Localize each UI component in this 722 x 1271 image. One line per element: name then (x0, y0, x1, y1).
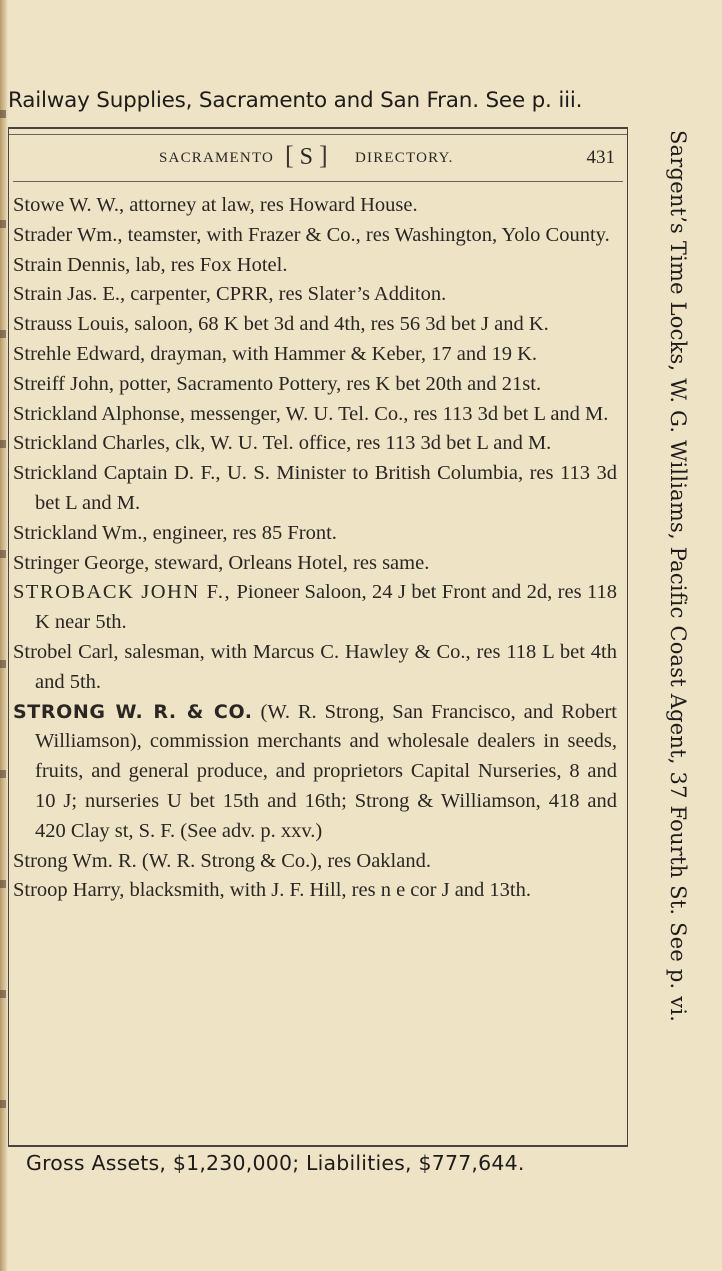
running-head-letter-group (285, 141, 328, 171)
binding-marks (0, 60, 6, 1140)
running-head-city: SACRAMENTO (159, 150, 275, 166)
entry-text: Stringer George, steward, Orleans Hotel, res same. (13, 551, 430, 574)
entry-text: Strehle Edward, drayman, with Hammer & Keber, 17 and 19 K. (13, 342, 538, 365)
header-rule (13, 181, 623, 182)
directory-entry (13, 310, 617, 340)
top-advertisement: Railway Supplies, Sacramento and San Fran. See p. iii. (8, 88, 583, 113)
page-number: 431 (586, 147, 615, 168)
entry-text: Stowe W. W., attorney at law, res Howard House. (13, 194, 418, 216)
directory-entry (13, 340, 617, 370)
directory-entry (13, 221, 617, 251)
directory-frame (8, 127, 628, 1147)
running-head-letter: S (299, 144, 314, 170)
directory-entry (13, 698, 617, 847)
directory-entry (13, 370, 617, 400)
entry-text: Strickland Captain D. F., U. S. Minister to British Columbia, res 113 3d bet L and M. (13, 462, 617, 514)
entry-text: Strauss Louis, saloon, 68 K bet 3d and 4th, res 56 3d bet J and K. (13, 313, 549, 336)
entry-text: Strain Dennis, lab, res Fox Hotel. (13, 253, 288, 276)
directory-entry (13, 191, 617, 221)
directory-entry (13, 429, 617, 459)
directory-entry (13, 280, 617, 310)
entry-business-name: STROBACK JOHN F., (13, 581, 232, 604)
entry-text: Strickland Alphonse, messenger, W. U. Tel. Co., res 113 3d bet L and M. (13, 402, 609, 425)
directory-entry (13, 400, 617, 430)
side-advertisement: Sargent’s Time Locks, W. G. Williams, Pacific Coast Agent, 37 Fourth St. See p. vi. (666, 130, 690, 1023)
directory-entry (13, 876, 617, 906)
entry-text: Strong Wm. R. (W. R. Strong & Co.), res Oakland. (13, 849, 431, 872)
directory-entry (13, 519, 617, 549)
entry-text: Stroop Harry, blacksmith, with J. F. Hill, res n e cor J and 13th. (13, 879, 532, 902)
bracket-open: [ (285, 141, 294, 170)
directory-entry (13, 638, 617, 698)
entry-text: Strader Wm., teamster, with Frazer & Co., res Washington, Yolo County. (13, 223, 610, 246)
bottom-advertisement: Gross Assets, $1,230,000; Liabilities, $777,644. (26, 1151, 525, 1175)
entry-text: Strobel Carl, salesman, with Marcus C. Hawley & Co., res 118 L bet 4th and 5th. (13, 640, 617, 693)
directory-entries (13, 191, 617, 906)
directory-entry (13, 251, 617, 281)
frame-double-rule (9, 134, 627, 135)
entry-business-name: STRONG W. R. & CO. (13, 700, 253, 723)
entry-text: Strickland Wm., engineer, res 85 Front. (13, 521, 337, 544)
running-head (9, 141, 627, 175)
bracket-close: ] (319, 141, 328, 170)
entry-text: (W. R. Strong, San Francisco, and Robert Williamson), commission merchants and wholesale dealers in seeds, fruits, and general produce, and proprietors Capital Nurseries, 8 and 10 J; nurseries U bet 15th and 16th; Strong & Williamson, 418 and 420 Clay st, S. F. (See adv. p. xxv.) (35, 700, 617, 842)
entry-text: Pioneer Saloon, 24 J bet Front and 2d, res 118 K near 5th. (35, 581, 617, 634)
running-head-title: DIRECTORY. (355, 150, 454, 166)
entry-text: Strain Jas. E., carpenter, CPRR, res Slater’s Additon. (13, 283, 447, 306)
entry-text: Strickland Charles, clk, W. U. Tel. office, res 113 3d bet L and M. (13, 432, 552, 455)
directory-entry (13, 549, 617, 579)
entry-text: Streiff John, potter, Sacramento Pottery, res K bet 20th and 21st. (13, 372, 542, 395)
directory-entry (13, 459, 617, 519)
directory-entry (13, 847, 617, 877)
directory-entry (13, 578, 617, 638)
